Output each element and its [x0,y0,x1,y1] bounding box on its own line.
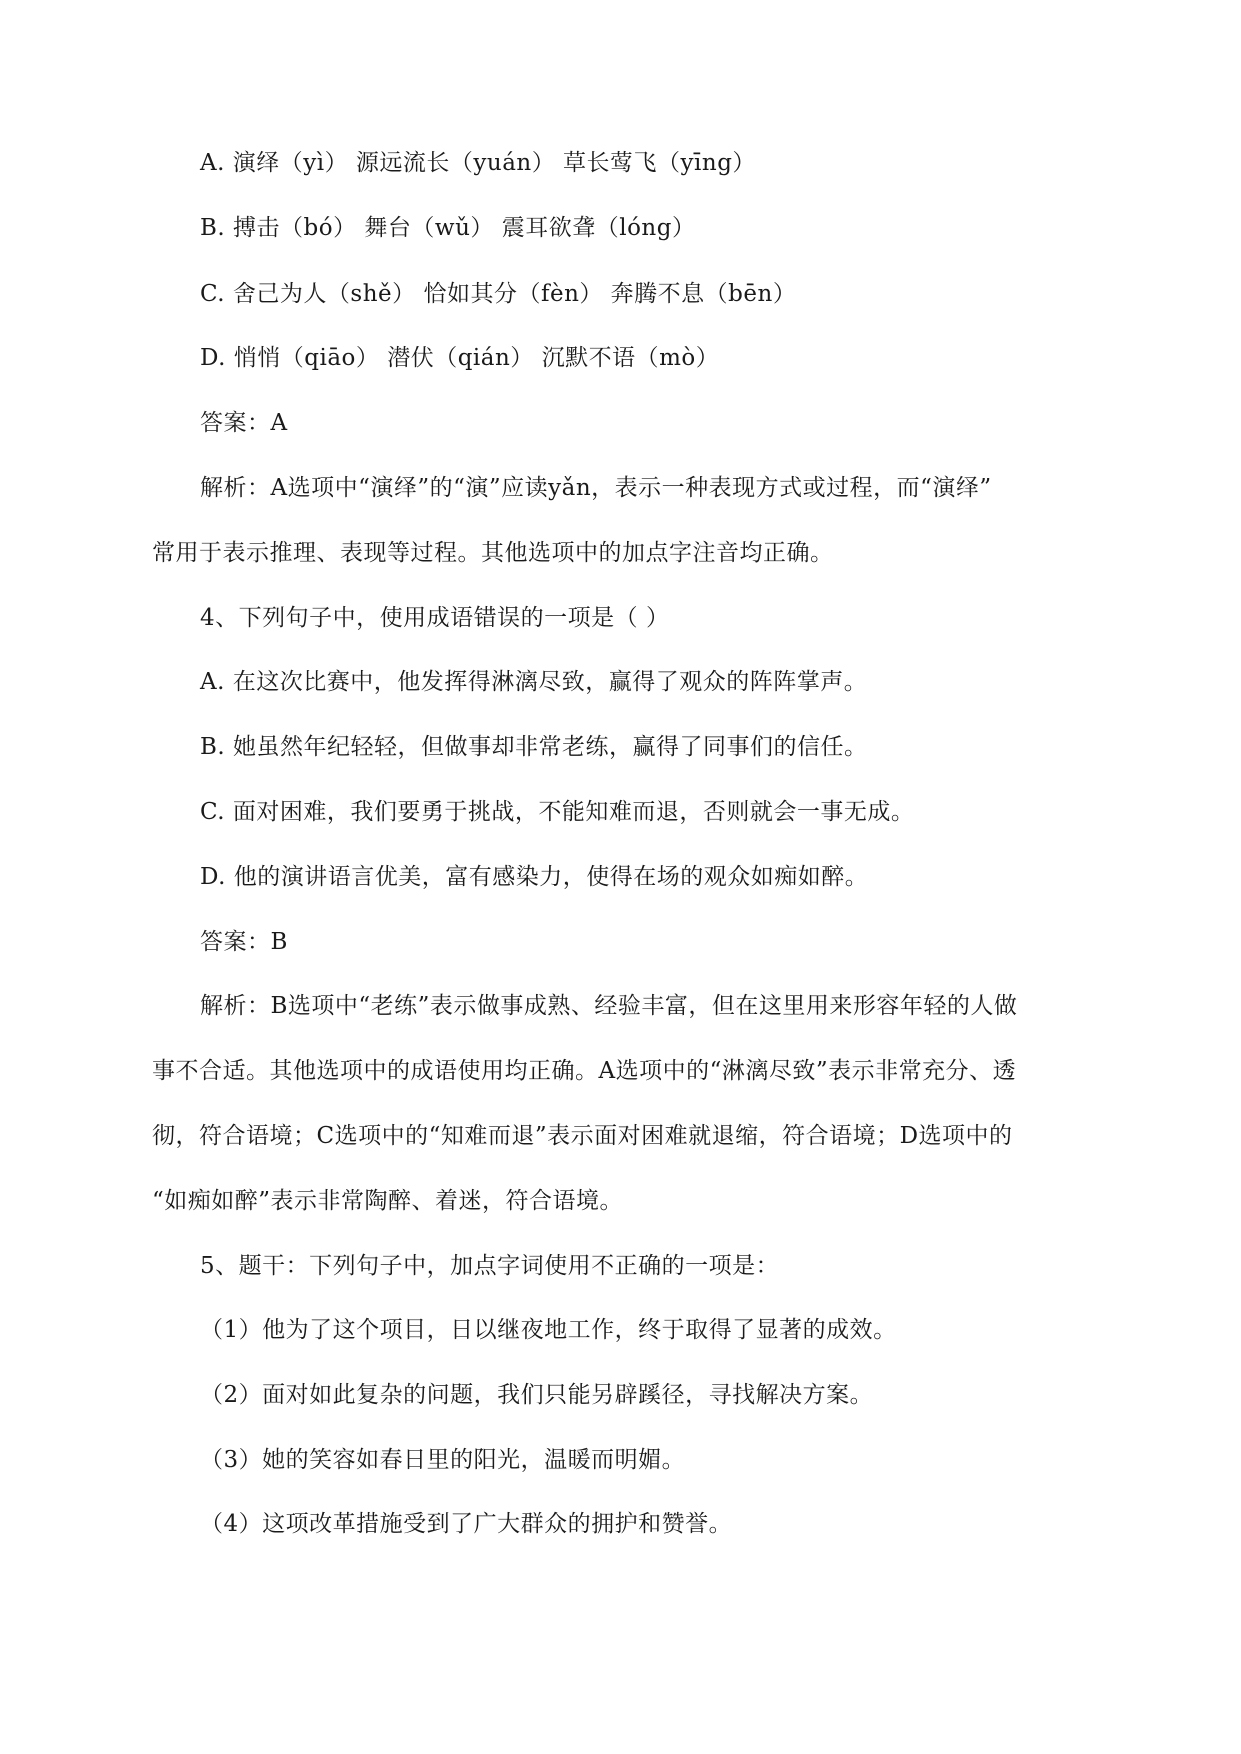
q4-analysis-line-2: 事不合适。其他选项中的成语使用均正确。A选项中的“淋漓尽致”表示非常充分、透 [152,1058,1017,1084]
q4-analysis-line-3: 彻，符合语境；C选项中的“知难而退”表示面对困难就退缩，符合语境；D选项中的 [152,1123,1013,1149]
q3-answer: 答案：A [200,410,288,436]
q4-analysis-line-1: 解析：B选项中“老练”表示做事成熟、经验丰富，但在这里用来形容年轻的人做 [200,993,1018,1019]
q4-option-b: B. 她虽然年纪轻轻，但做事却非常老练，赢得了同事们的信任。 [200,734,868,760]
q4-option-d: D. 他的演讲语言优美，富有感染力，使得在场的观众如痴如醉。 [200,864,869,890]
q4-option-c: C. 面对困难，我们要勇于挑战，不能知难而退，否则就会一事无成。 [200,799,915,825]
q3-analysis-line-1: 解析：A选项中“演绎”的“演”应读yǎn，表示一种表现方式或过程，而“演绎” [200,475,992,501]
q3-option-d: D. 悄悄（qiāo） 潜伏（qián） 沉默不语（mò） [200,345,720,371]
q5-stem: 5、题干：下列句子中，加点字词使用不正确的一项是： [200,1253,780,1279]
q5-item-3: （3）她的笑容如春日里的阳光，温暖而明媚。 [200,1447,686,1473]
q3-option-c: C. 舍己为人（shě） 恰如其分（fèn） 奔腾不息（bēn） [200,281,797,307]
q3-option-b: B. 搏击（bó） 舞台（wǔ） 震耳欲聋（lóng） [200,215,696,241]
q4-stem: 4、下列句子中，使用成语错误的一项是（ ） [200,605,670,631]
q3-analysis-line-2: 常用于表示推理、表现等过程。其他选项中的加点字注音均正确。 [152,540,834,566]
q4-option-a: A. 在这次比赛中，他发挥得淋漓尽致，赢得了观众的阵阵掌声。 [200,669,868,695]
q5-item-4: （4）这项改革措施受到了广大群众的拥护和赞誉。 [200,1511,733,1537]
q3-option-a: A. 演绎（yì） 源远流长（yuán） 草长莺飞（yīng） [200,150,756,176]
q5-item-2: （2）面对如此复杂的问题，我们只能另辟蹊径，寻找解决方案。 [200,1382,874,1408]
q4-answer: 答案：B [200,929,288,955]
q5-item-1: （1）他为了这个项目，日以继夜地工作，终于取得了显著的成效。 [200,1317,897,1343]
q4-analysis-line-4: “如痴如醉”表示非常陶醉、着迷，符合语境。 [152,1188,624,1214]
